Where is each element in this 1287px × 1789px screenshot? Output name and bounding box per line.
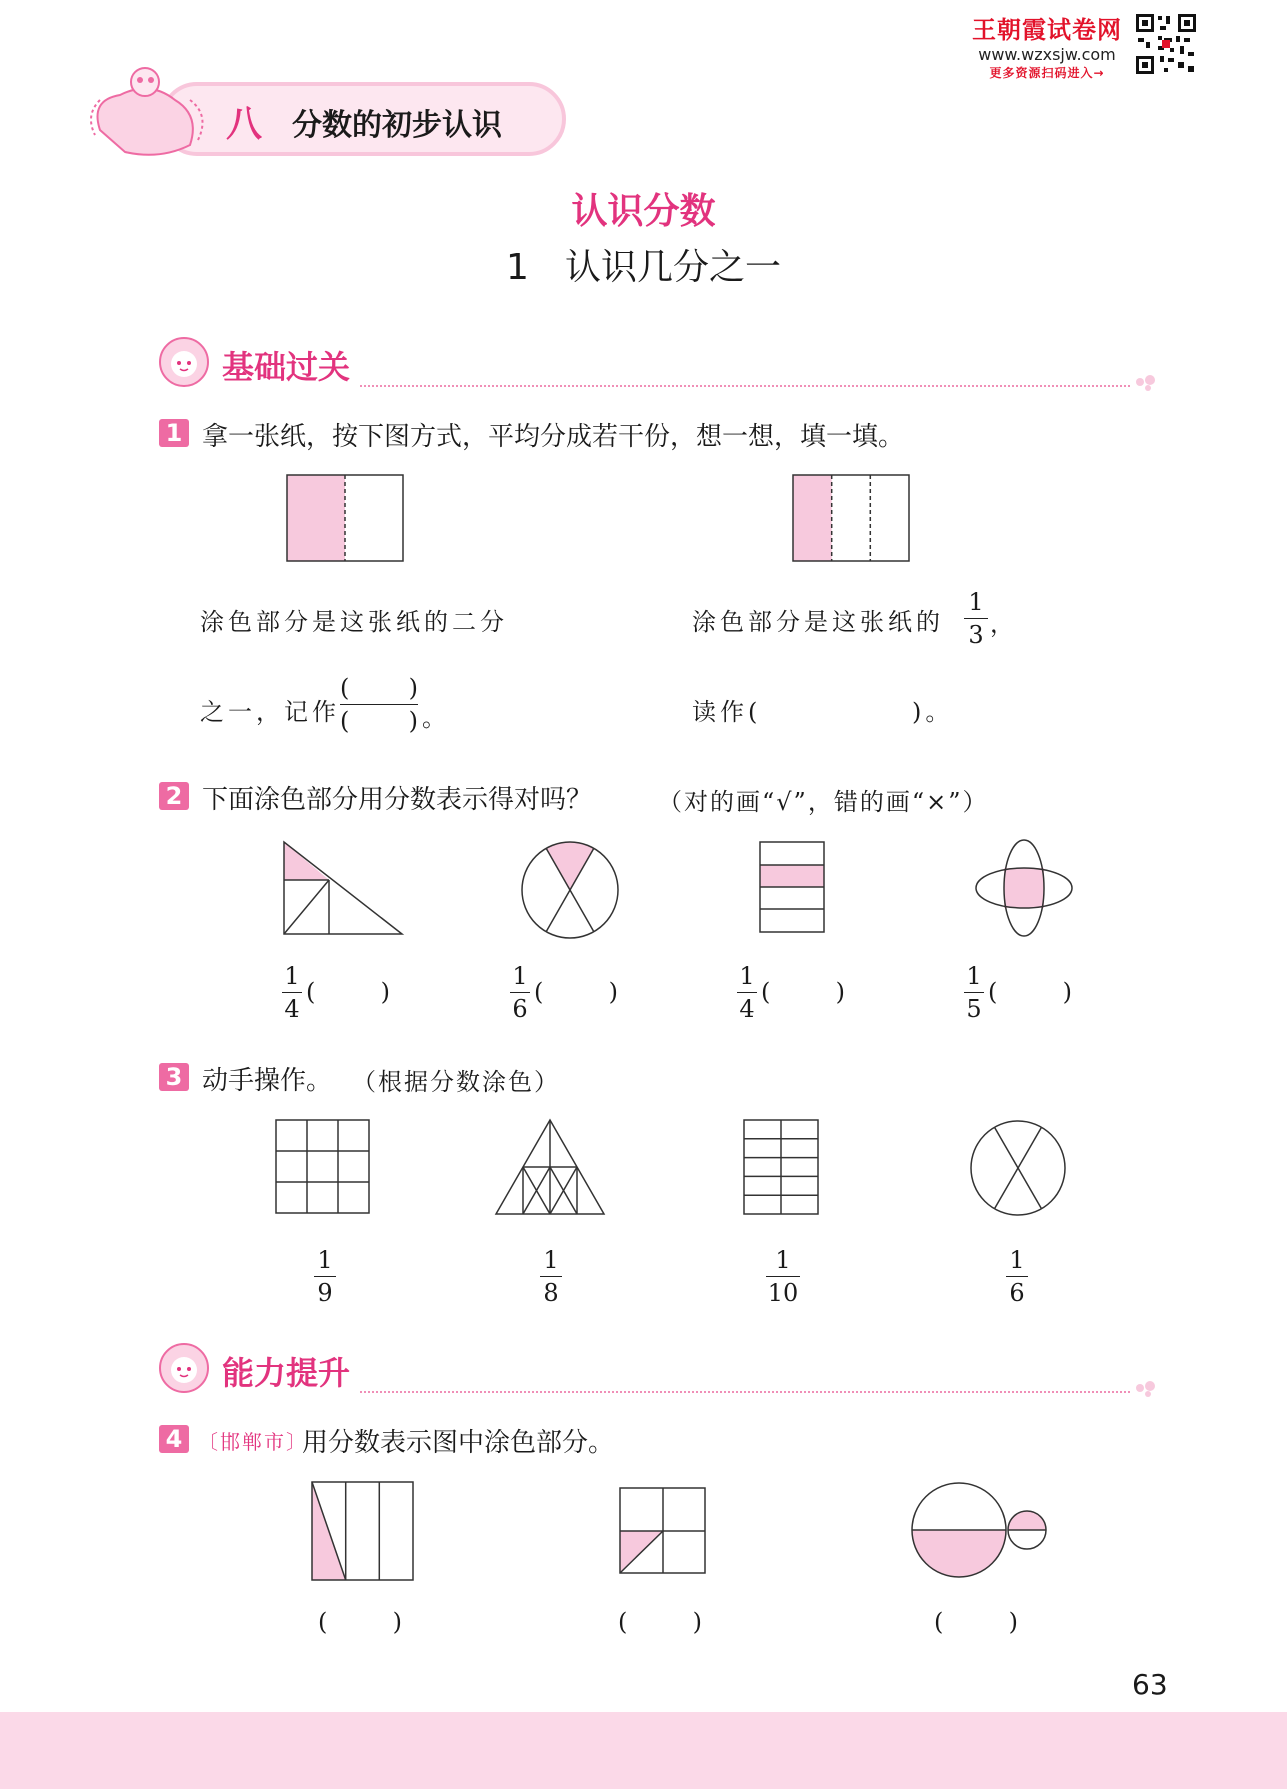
q3-fraction-3 bbox=[766, 1246, 800, 1307]
fraction-numerator: 1 bbox=[317, 1246, 333, 1274]
q2-answer-blank-3[interactable] bbox=[761, 978, 845, 1006]
section-title-advanced: 能力提升 bbox=[222, 1354, 351, 1392]
circle-sixths-figure bbox=[518, 838, 622, 942]
brand-title: 王朝霞试卷网 bbox=[972, 16, 1122, 44]
q1-right-line2: 读作( bbox=[692, 698, 762, 726]
rectangle-tenths-figure[interactable] bbox=[742, 1118, 820, 1216]
q2-answer-blank-2[interactable] bbox=[534, 978, 618, 1006]
question-number-2: 2 bbox=[159, 782, 189, 810]
paren-open: ( bbox=[534, 978, 544, 1006]
q3-fraction-1 bbox=[314, 1246, 336, 1307]
two-circles-half-figure bbox=[908, 1480, 1048, 1580]
paren-close: ) bbox=[1062, 978, 1072, 1006]
q4-answer-blank-1[interactable] bbox=[318, 1608, 402, 1636]
triangle-eighths-figure[interactable] bbox=[494, 1118, 606, 1216]
question-1-text: 拿一张纸，按下图方式，平均分成若干份，想一想，填一填。 bbox=[202, 422, 905, 452]
question-4-text: 用分数表示图中涂色部分。 bbox=[302, 1428, 615, 1458]
q1-left-line2: 之一，记作 bbox=[200, 698, 340, 726]
question-3-text: 动手操作。 bbox=[202, 1066, 333, 1096]
paren-close: ) bbox=[392, 1608, 402, 1636]
brand-block bbox=[962, 10, 1132, 81]
q2-answer-blank-1[interactable] bbox=[306, 978, 390, 1006]
paper-halves-figure bbox=[286, 474, 406, 562]
rectangle-thirds-triangle-figure bbox=[310, 1480, 416, 1582]
fraction-denominator: 9 bbox=[317, 1279, 333, 1307]
mascot-robot-icon bbox=[80, 60, 220, 160]
paren-close: ) bbox=[608, 978, 618, 1006]
q2-fraction-4 bbox=[964, 962, 984, 1023]
fraction-denominator: 4 bbox=[739, 995, 755, 1023]
paper-thirds-figure bbox=[792, 474, 912, 562]
section-divider bbox=[360, 1391, 1130, 1393]
fraction-denominator: 4 bbox=[284, 995, 300, 1023]
question-2-note: （对的画“√”，错的画“×”） bbox=[658, 788, 989, 816]
fraction-denominator: 6 bbox=[1009, 1279, 1025, 1307]
brand-url[interactable]: www.wzxsjw.com bbox=[978, 45, 1116, 64]
paren-close: ) bbox=[408, 674, 418, 702]
paren-open: ( bbox=[988, 978, 998, 1006]
fraction-numerator: 1 bbox=[775, 1246, 791, 1274]
question-3-note: （根据分数涂色） bbox=[352, 1068, 560, 1096]
q1-left-line1: 涂色部分是这张纸的二分 bbox=[200, 608, 508, 636]
q4-answer-blank-3[interactable] bbox=[934, 1608, 1018, 1636]
paren-open: ( bbox=[618, 1608, 628, 1636]
question-number-3: 3 bbox=[159, 1063, 189, 1091]
question-4-source-tag: 〔邯郸市〕 bbox=[198, 1430, 308, 1454]
q1-right-line2-end: )。 bbox=[912, 698, 954, 726]
heart-dots-icon bbox=[1132, 370, 1162, 394]
striped-rectangle-figure bbox=[758, 840, 828, 936]
q1-right-comma: ， bbox=[990, 610, 1018, 638]
fraction-denominator: 10 bbox=[767, 1279, 799, 1307]
fraction-numerator: 1 bbox=[966, 962, 982, 990]
fraction-numerator: 1 bbox=[284, 962, 300, 990]
paren-open: ( bbox=[318, 1608, 328, 1636]
paren-open: ( bbox=[340, 707, 350, 735]
q2-fraction-3 bbox=[737, 962, 757, 1023]
fraction-numerator: 1 bbox=[512, 962, 528, 990]
paren-open: ( bbox=[340, 674, 350, 702]
crossed-ellipses-figure bbox=[974, 836, 1074, 940]
paren-open: ( bbox=[761, 978, 771, 1006]
paren-close: ) bbox=[692, 1608, 702, 1636]
paren-open: ( bbox=[934, 1608, 944, 1636]
q2-fraction-1 bbox=[282, 962, 302, 1023]
fraction-one-third bbox=[964, 588, 988, 649]
qr-code-icon[interactable] bbox=[1134, 12, 1198, 76]
q1-left-end: 。 bbox=[422, 704, 450, 732]
fraction-denominator: 3 bbox=[968, 621, 984, 649]
chapter-number: 八 bbox=[226, 104, 263, 145]
question-2-text: 下面涂色部分用分数表示得对吗？ bbox=[202, 785, 593, 815]
q1-right-line1: 涂色部分是这张纸的 bbox=[692, 608, 944, 636]
circle-sixths-blank-figure[interactable] bbox=[968, 1118, 1068, 1218]
section-divider bbox=[360, 385, 1130, 387]
chapter-title: 分数的初步认识 bbox=[292, 108, 502, 143]
fraction-numerator: 1 bbox=[1009, 1246, 1025, 1274]
mascot-girl-icon bbox=[158, 336, 210, 388]
q2-fraction-2 bbox=[510, 962, 530, 1023]
question-number-4: 4 bbox=[159, 1425, 189, 1453]
lesson-title: 1 认识几分之一 bbox=[506, 247, 781, 288]
q2-answer-blank-4[interactable] bbox=[988, 978, 1072, 1006]
paren-close: ) bbox=[408, 707, 418, 735]
bottom-decorative-band bbox=[0, 1712, 1287, 1789]
fraction-numerator: 1 bbox=[739, 962, 755, 990]
triangle-figure bbox=[282, 840, 406, 936]
heart-dots-icon bbox=[1132, 1376, 1162, 1400]
fraction-numerator: 1 bbox=[543, 1246, 559, 1274]
page-number: 63 bbox=[1132, 1668, 1168, 1701]
paren-open: ( bbox=[306, 978, 316, 1006]
q1-reading-answer-blank[interactable] bbox=[770, 686, 910, 722]
question-number-1: 1 bbox=[159, 419, 189, 447]
paren-close: ) bbox=[1008, 1608, 1018, 1636]
square-quarters-triangle-figure bbox=[618, 1486, 708, 1576]
q4-answer-blank-2[interactable] bbox=[618, 1608, 702, 1636]
q1-answer-fraction[interactable] bbox=[340, 674, 418, 735]
q3-fraction-2 bbox=[540, 1246, 562, 1307]
fraction-denominator: 5 bbox=[966, 995, 982, 1023]
brand-more[interactable]: 更多资源扫码进入→ bbox=[989, 66, 1105, 80]
paren-close: ) bbox=[380, 978, 390, 1006]
paren-close: ) bbox=[835, 978, 845, 1006]
unit-title: 认识分数 bbox=[571, 191, 716, 232]
q3-fraction-4 bbox=[1006, 1246, 1028, 1307]
fraction-denominator: 8 bbox=[543, 1279, 559, 1307]
fraction-numerator: 1 bbox=[968, 588, 984, 616]
fraction-denominator: 6 bbox=[512, 995, 528, 1023]
section-title-basic: 基础过关 bbox=[222, 348, 351, 386]
mascot-boy-icon bbox=[158, 1342, 210, 1394]
grid-nine-figure[interactable] bbox=[274, 1118, 372, 1216]
